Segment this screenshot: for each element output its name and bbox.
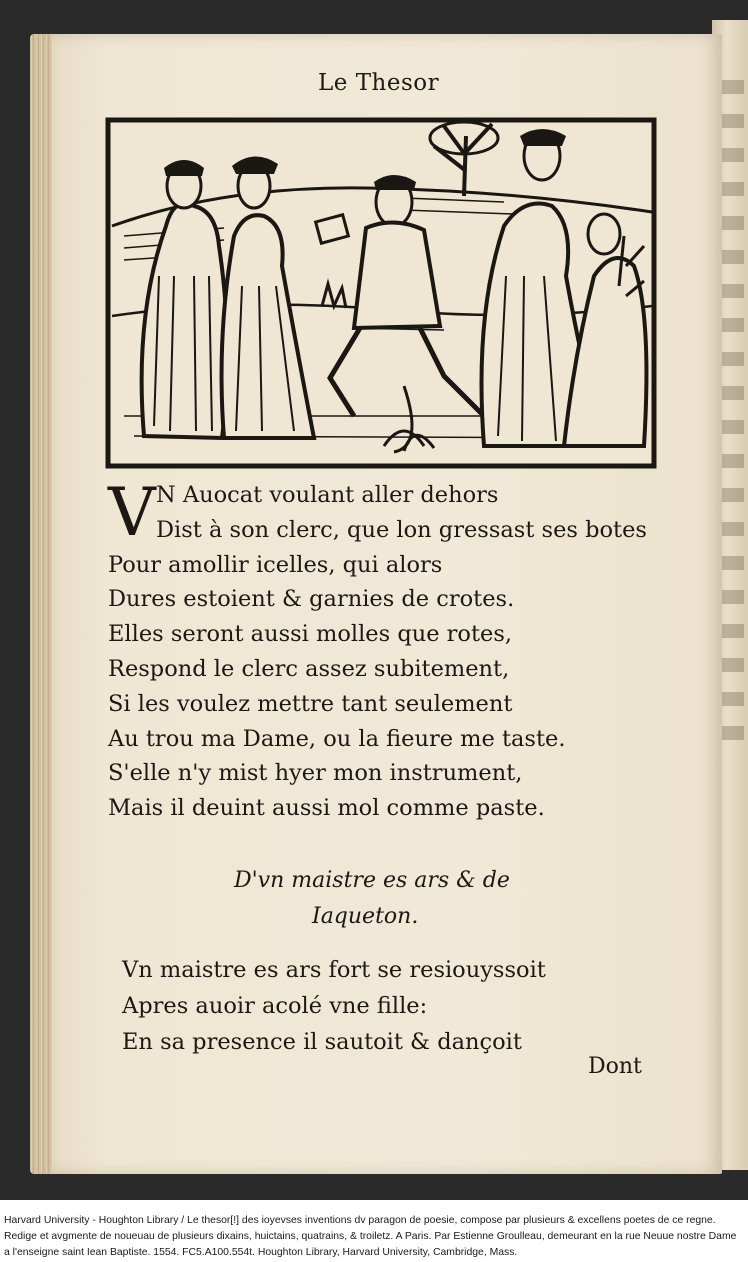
woodcut-illustration <box>104 116 658 470</box>
section-heading-line-2: Iaqueton. <box>312 904 419 929</box>
catchword: Dont <box>588 1054 642 1079</box>
poem-line: En sa presence il sautoit & dançoit <box>122 1029 522 1055</box>
poem-line: Si les voulez mettre tant seulement <box>108 690 513 717</box>
section-heading-line-1: D'vn maistre es ars & de <box>234 868 510 893</box>
poem-line: Respond le clerc assez subitement, <box>108 655 510 682</box>
poem-line: Dures estoient & garnies de crotes. <box>108 586 515 613</box>
poem-line: Vn maistre es ars fort se resiouyssoit <box>122 957 546 983</box>
poem-line: S'elle n'y mist hyer mon instrument, <box>108 760 523 787</box>
poem-line: Dist à son clerc, que lon gressast ses botes <box>156 516 647 543</box>
poem-line: Apres auoir acolé vne fille: <box>122 993 428 1019</box>
image-caption: Harvard University - Houghton Library / Le thesor[!] des ioyevses inventions dv paragon de poesie, compose par plusieurs & excellens poetes de ce regne. Redige et avgmente de noueuau de plusieurs dixains, huictains, quatrains, & troiletz. A Paris. Par Estienne Groulleau, demeurant en la rue Neuue nostre Dame a l'enseigne saint Iean Baptiste. 1554. FC5.A100.554t. Houghton Library, Harvard University, Cambridge, Mass. <box>4 1215 737 1258</box>
poem-line: N Auocat voulant aller dehors <box>156 482 499 508</box>
drop-cap: V <box>108 474 156 551</box>
poem-2 <box>122 952 546 1060</box>
poem-line: Mais il deuint aussi mol comme paste. <box>108 795 545 822</box>
poem-1 <box>108 474 708 826</box>
poem-line: Elles seront aussi molles que rotes, <box>108 621 513 648</box>
poem-line: Au trou ma Dame, ou la fieure me taste. <box>108 725 566 752</box>
running-head: Le Thesor <box>318 70 440 96</box>
poem-line: Pour amollir icelles, qui alors <box>108 551 443 578</box>
